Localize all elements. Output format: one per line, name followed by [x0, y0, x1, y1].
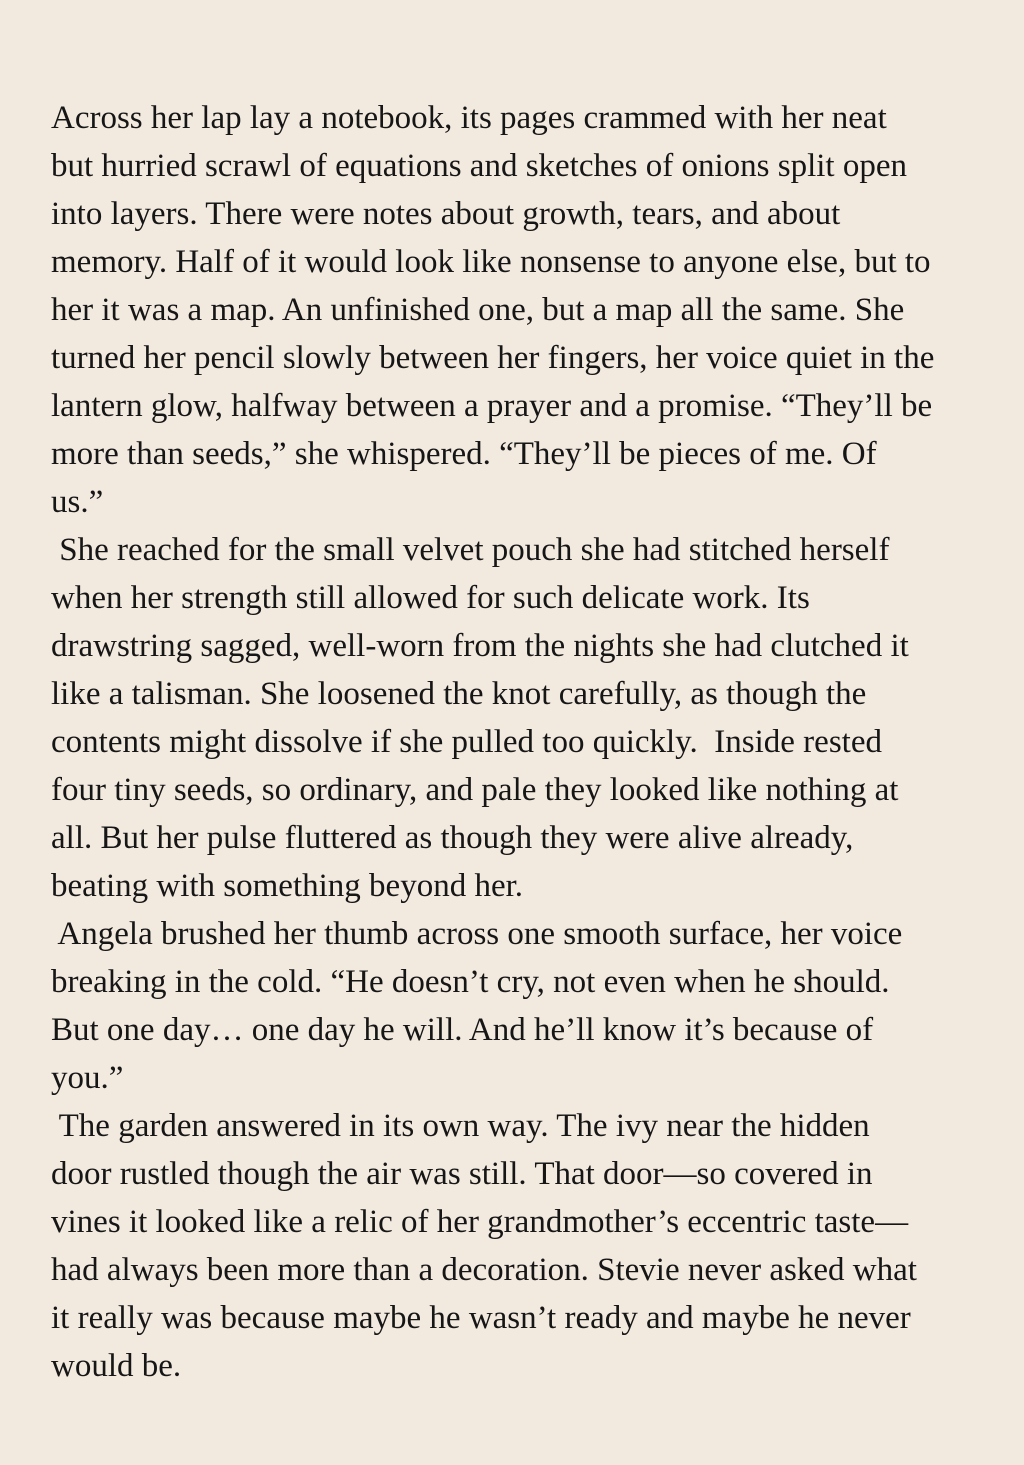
- text-line: would be.: [51, 1348, 182, 1384]
- text-line: lantern glow, halfway between a prayer and a promise. “They’ll be: [51, 388, 933, 424]
- paragraph: [51, 94, 970, 526]
- text-line: vines it looked like a relic of her grandmother’s eccentric taste—: [51, 1204, 909, 1240]
- page-text: [51, 94, 970, 1390]
- text-line: But one day… one day he will. And he’ll know it’s because of: [51, 1012, 874, 1048]
- text-line: us.”: [51, 484, 104, 520]
- text-line: more than seeds,” she whispered. “They’ll be pieces of me. Of: [51, 436, 877, 472]
- paragraph: [51, 526, 970, 910]
- text-line: it really was because maybe he wasn’t ready and maybe he never: [51, 1300, 911, 1336]
- text-line: her it was a map. An unfinished one, but a map all the same. She: [51, 292, 905, 328]
- text-line: into layers. There were notes about growth, tears, and about: [51, 196, 841, 232]
- text-line: four tiny seeds, so ordinary, and pale they looked like nothing at: [51, 772, 899, 808]
- paragraph: [51, 1102, 970, 1390]
- text-line: Angela brushed her thumb across one smooth surface, her voice: [51, 916, 903, 952]
- text-line: contents might dissolve if she pulled too quickly. Inside rested: [51, 724, 882, 760]
- text-line: breaking in the cold. “He doesn’t cry, not even when he should.: [51, 964, 890, 1000]
- text-line: you.”: [51, 1060, 124, 1096]
- text-line: had always been more than a decoration. Stevie never asked what: [51, 1252, 917, 1288]
- text-line: memory. Half of it would look like nonsense to anyone else, but to: [51, 244, 931, 280]
- text-line: She reached for the small velvet pouch she had stitched herself: [51, 532, 890, 568]
- text-line: but hurried scrawl of equations and sketches of onions split open: [51, 148, 907, 184]
- text-line: turned her pencil slowly between her fingers, her voice quiet in the: [51, 340, 935, 376]
- text-line: door rustled though the air was still. That door—so covered in: [51, 1156, 873, 1192]
- text-line: beating with something beyond her.: [51, 868, 524, 904]
- text-line: The garden answered in its own way. The ivy near the hidden: [51, 1108, 870, 1144]
- text-line: like a talisman. She loosened the knot carefully, as though the: [51, 676, 867, 712]
- text-line: Across her lap lay a notebook, its pages crammed with her neat: [51, 100, 887, 136]
- text-line: all. But her pulse fluttered as though they were alive already,: [51, 820, 854, 856]
- text-line: when her strength still allowed for such delicate work. Its: [51, 580, 810, 616]
- text-line: drawstring sagged, well-worn from the nights she had clutched it: [51, 628, 909, 664]
- paragraph: [51, 910, 970, 1102]
